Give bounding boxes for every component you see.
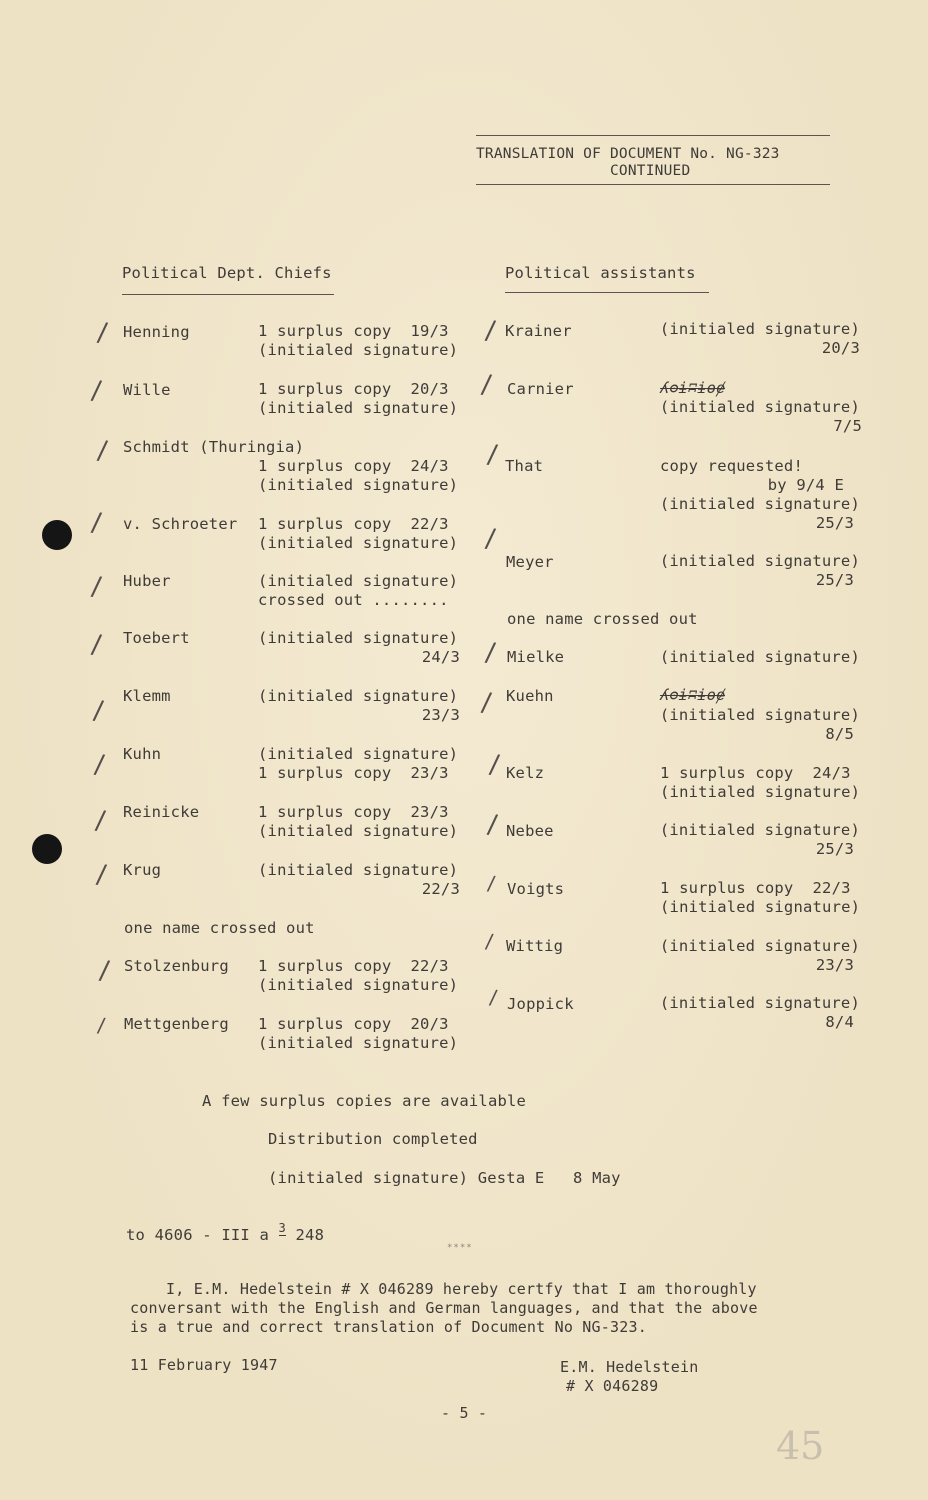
list-item-note: 23/3 bbox=[421, 706, 460, 724]
check-mark-icon: / bbox=[479, 369, 493, 401]
list-item-note: ʎʘɨʭɨɵɇ bbox=[660, 686, 726, 704]
document-subtitle: CONTINUED bbox=[610, 163, 691, 179]
translator-name: E.M. Hedelstein bbox=[560, 1358, 699, 1376]
check-mark-icon: / bbox=[483, 637, 497, 669]
list-item-note: (initialed signature) bbox=[258, 399, 459, 417]
list-item-note: (initialed signature) bbox=[258, 745, 459, 763]
translation-date: 11 February 1947 bbox=[130, 1356, 278, 1374]
document-title: TRANSLATION OF DOCUMENT No. NG-323 bbox=[476, 146, 780, 162]
list-item-note: 8/5 bbox=[825, 725, 854, 743]
check-mark-icon: / bbox=[484, 928, 495, 954]
check-mark-icon: / bbox=[89, 507, 103, 539]
list-item-name: Wille bbox=[123, 381, 171, 399]
punch-hole-lower bbox=[32, 834, 62, 864]
list-item-note: 20/3 bbox=[821, 339, 860, 357]
list-item-name: Huber bbox=[123, 572, 171, 590]
list-item-name: Nebee bbox=[506, 822, 554, 840]
check-mark-icon: / bbox=[485, 809, 499, 841]
file-reference-main: to 4606 - III a bbox=[126, 1226, 269, 1244]
list-item-note: 1 surplus copy 24/3 bbox=[660, 764, 851, 782]
list-item-note: 1 surplus copy 23/3 bbox=[258, 764, 449, 782]
list-item-name: That bbox=[505, 457, 544, 475]
header-rule-top bbox=[476, 135, 830, 136]
list-item-name: Krug bbox=[123, 861, 162, 879]
list-item-note: (initialed signature) bbox=[659, 648, 860, 666]
list-item-note: (initialed signature) bbox=[659, 552, 860, 570]
list-item-name: Joppick bbox=[507, 995, 574, 1013]
check-mark-icon: / bbox=[488, 984, 499, 1010]
surplus-note: A few surplus copies are available bbox=[202, 1092, 527, 1110]
list-item-name: Stolzenburg bbox=[124, 957, 229, 975]
right-column-heading: Political assistants bbox=[505, 264, 696, 282]
list-item-note: 1 surplus copy 22/3 bbox=[660, 879, 851, 897]
header-rule-bottom bbox=[476, 184, 830, 185]
check-mark-icon: / bbox=[91, 695, 105, 727]
list-item-note: ʎʘɨʭɨɵɇ bbox=[660, 379, 726, 397]
file-reference-sup: 3 bbox=[278, 1221, 286, 1235]
list-item-note: 24/3 bbox=[421, 648, 460, 666]
check-mark-icon: / bbox=[94, 859, 108, 891]
list-item-name: Carnier bbox=[507, 380, 574, 398]
list-item-note: 8/4 bbox=[825, 1013, 854, 1031]
list-item-note: 1 surplus copy 22/3 bbox=[258, 515, 449, 533]
list-item-note: 25/3 bbox=[815, 571, 854, 589]
check-mark-icon: / bbox=[95, 435, 109, 467]
distribution-note: Distribution completed bbox=[268, 1130, 478, 1148]
list-item-name: Kuhn bbox=[123, 745, 162, 763]
list-item-note: (initialed signature) bbox=[659, 937, 860, 955]
list-item-note: 7/5 bbox=[833, 417, 862, 435]
list-item-name: Voigts bbox=[507, 880, 565, 898]
list-item-note: (initialed signature) bbox=[659, 994, 860, 1012]
list-item-name: Wittig bbox=[506, 937, 564, 955]
list-item-note: copy requested! bbox=[660, 457, 803, 475]
list-item-note: (initialed signature) bbox=[258, 534, 459, 552]
list-item-name: Krainer bbox=[505, 322, 572, 340]
check-mark-icon: / bbox=[486, 870, 497, 896]
check-mark-icon: / bbox=[487, 749, 501, 781]
list-item-name: Henning bbox=[123, 323, 190, 341]
translator-id: # X 046289 bbox=[566, 1377, 659, 1395]
file-reference-number: 248 bbox=[295, 1226, 325, 1244]
list-item-note: 1 surplus copy 20/3 bbox=[258, 1015, 449, 1033]
list-item-note: (initialed signature) bbox=[659, 495, 860, 513]
list-item-note: (initialed signature) bbox=[258, 687, 459, 705]
list-item-note: 1 surplus copy 23/3 bbox=[258, 803, 449, 821]
list-item-note: (initialed signature) bbox=[258, 476, 459, 494]
list-item-note: one name crossed out bbox=[124, 919, 315, 937]
list-item-name: Kelz bbox=[506, 764, 545, 782]
list-item-note: (initialed signature) bbox=[258, 629, 459, 647]
check-mark-icon: / bbox=[93, 805, 107, 837]
list-item-name: Schmidt (Thuringia) bbox=[123, 438, 305, 456]
list-item-note: (initialed signature) bbox=[258, 976, 459, 994]
list-item-name: Mettgenberg bbox=[124, 1015, 229, 1033]
list-item-note: (initialed signature) bbox=[258, 1034, 459, 1052]
certification-line-2: conversant with the English and German languages, and that the above bbox=[130, 1299, 758, 1317]
list-item-name: Reinicke bbox=[123, 803, 200, 821]
certification-line-3: is a true and correct translation of Document No NG-323. bbox=[130, 1318, 647, 1336]
check-mark-icon: / bbox=[97, 955, 111, 987]
list-item-note: (initialed signature) bbox=[258, 572, 459, 590]
left-heading-underline bbox=[122, 294, 334, 295]
check-mark-icon: / bbox=[89, 629, 103, 661]
punch-hole-upper bbox=[42, 520, 72, 550]
list-item-note: 25/3 bbox=[815, 840, 854, 858]
list-item-note: (initialed signature) bbox=[659, 320, 860, 338]
check-mark-icon: / bbox=[479, 687, 493, 719]
list-item-note: 1 surplus copy 24/3 bbox=[258, 457, 449, 475]
check-mark-icon: / bbox=[485, 439, 499, 471]
right-heading-underline bbox=[505, 292, 709, 293]
list-item-note: (initialed signature) bbox=[660, 898, 861, 916]
separator-stars: **** bbox=[447, 1243, 473, 1253]
check-mark-icon: / bbox=[96, 1012, 107, 1038]
left-column-heading: Political Dept. Chiefs bbox=[122, 264, 332, 282]
list-item-name: Klemm bbox=[123, 687, 171, 705]
list-item-note: (initialed signature) bbox=[258, 861, 459, 879]
check-mark-icon: / bbox=[483, 315, 497, 347]
list-item-note: 1 surplus copy 19/3 bbox=[258, 322, 449, 340]
pencil-page-number: 45 bbox=[776, 1424, 825, 1468]
signature-line: (initialed signature) Gesta E 8 May bbox=[268, 1169, 621, 1187]
check-mark-icon: / bbox=[92, 749, 106, 781]
list-item-note: 1 surplus copy 22/3 bbox=[258, 957, 449, 975]
file-reference bbox=[126, 1221, 325, 1246]
list-item-name: Kuehn bbox=[506, 687, 554, 705]
list-item-note: one name crossed out bbox=[507, 610, 698, 628]
list-item-note: crossed out ........ bbox=[258, 591, 449, 609]
list-item-note: by 9/4 E bbox=[767, 476, 844, 494]
list-item-name: Mielke bbox=[507, 648, 565, 666]
check-mark-icon: / bbox=[89, 375, 103, 407]
check-mark-icon: / bbox=[95, 317, 109, 349]
list-item-note: (initialed signature) bbox=[660, 783, 861, 801]
page-number: - 5 - bbox=[441, 1404, 488, 1422]
list-item-note: 1 surplus copy 20/3 bbox=[258, 380, 449, 398]
list-item-note: 25/3 bbox=[815, 514, 854, 532]
list-item-note: 23/3 bbox=[815, 956, 854, 974]
list-item-note: (initialed signature) bbox=[258, 822, 459, 840]
list-item-note: (initialed signature) bbox=[258, 341, 459, 359]
list-item-name: Meyer bbox=[506, 553, 554, 571]
list-item-note: (initialed signature) bbox=[659, 821, 860, 839]
list-item-note: 22/3 bbox=[421, 880, 460, 898]
check-mark-icon: / bbox=[89, 571, 103, 603]
certification-line-1: I, E.M. Hedelstein # X 046289 hereby certfy that I am thoroughly bbox=[166, 1280, 757, 1298]
list-item-note: (initialed signature) bbox=[659, 398, 860, 416]
check-mark-icon: / bbox=[483, 523, 497, 555]
list-item-note: (initialed signature) bbox=[659, 706, 860, 724]
list-item-name: Toebert bbox=[123, 629, 190, 647]
list-item-name: v. Schroeter bbox=[123, 515, 238, 533]
